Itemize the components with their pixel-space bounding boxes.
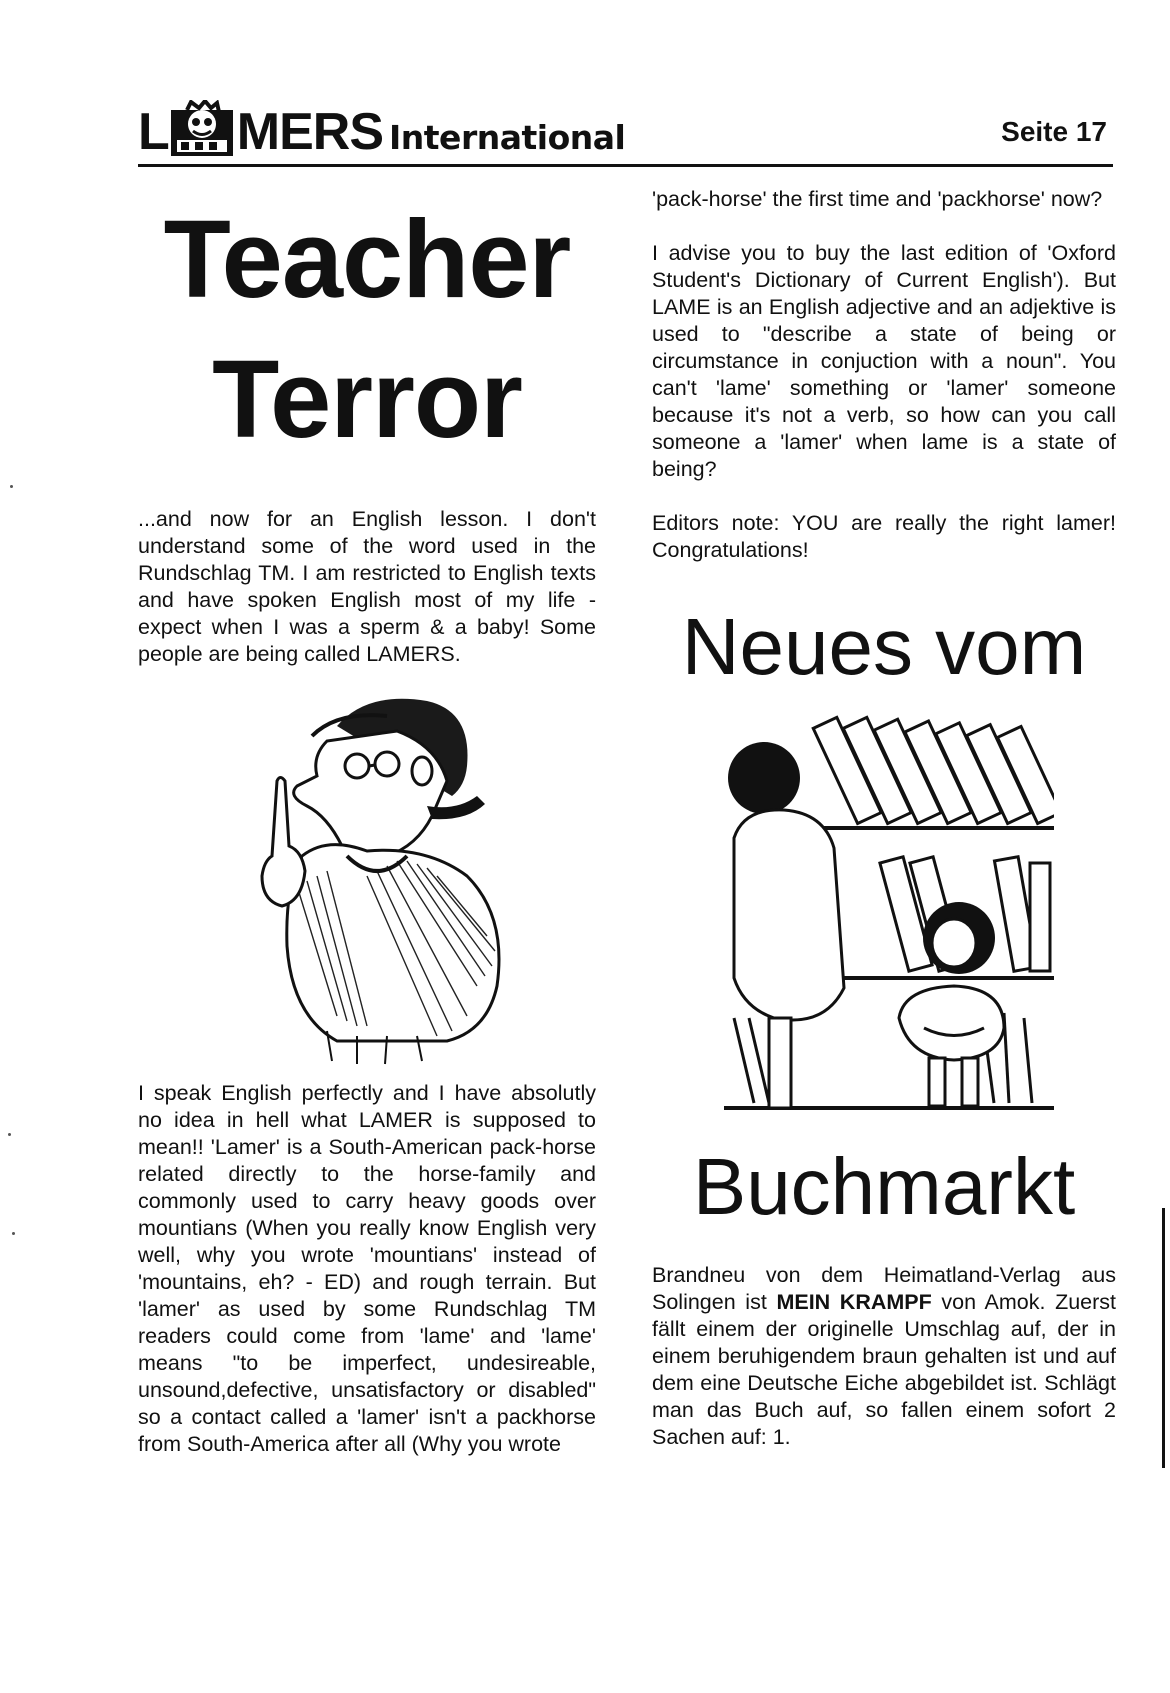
headline-neues-vom: Neues vom <box>681 602 1087 691</box>
scan-speck <box>8 1133 11 1136</box>
book-title: MEIN KRAMPF <box>776 1290 932 1314</box>
continuation-paragraph: 'pack-horse' the first time and 'packhorse' now? <box>652 187 1103 211</box>
scan-speck <box>12 1232 15 1235</box>
margin-rule <box>1162 1208 1165 1468</box>
buchmarkt-text-start: Brandneu von dem Heimatland-Verlag aus Solingen ist <box>652 1263 1116 1314</box>
bookshelf-illustration <box>714 698 1054 1128</box>
intro-paragraph: ...and now for an English lesson. I don't understand some of the word used in the Rundschlag TM. I am restricted to English texts and have spoken English most of my life - expect when I was a sperm & a baby! Some people are being called LAMERS. <box>138 507 596 666</box>
buchmarkt-text-end: von Amok. Zuerst fällt einem der originelle Umschlag auf, der in einem beruhigendem braun gehalten ist und auf dem eine Deutsche Eiche abgebildet ist. Schlägt man das Buch auf, so fallen einem sofort 2 Sachen auf: 1. <box>652 1290 1116 1449</box>
headline-terror: Terror <box>212 338 522 461</box>
advice-paragraph: I advise you to buy the last edition of 'Oxford Student's Dictionary of Current English'). But LAME is an English adjective and an adjektive is used to "describe a state of being or circumstance in conjuction with a noun". You can't 'lame' something or 'lamer' someone because it's not a verb, so how can you call someone a 'lamer' when lame is a state of being? <box>652 241 1116 481</box>
professor-illustration <box>217 686 517 1066</box>
left-column <box>138 190 596 1458</box>
headline-teacher: Teacher <box>163 198 571 321</box>
page-header <box>138 86 1113 167</box>
mascot-face-icon <box>169 100 235 158</box>
masthead <box>138 86 626 161</box>
buchmarkt-paragraph <box>652 1262 1116 1451</box>
editors-note: Editors note: YOU are really the right lamer! Congratulations! <box>652 511 1116 562</box>
logo-letter-l: L <box>138 103 169 161</box>
reply-paragraph: I speak English perfectly and I have absolutly no idea in hell what LAMER is supposed to mean!! 'Lamer' is a South-American pack-horse related directly to the horse-family and commonly used to carry heavy goods over mountians (When you really know English very well, why you wrote 'mountians' instead of 'mountains, eh? - ED) and rough terrain. But 'lamer' as used by some Rundschlag TM readers could come from 'lame' and 'lame' means "to be imperfect, undesireable, unsound,defective, unsatisfactory or disabled" so a contact called a 'lamer' isn't a packhorse from South-America after all (Why you wrote <box>138 1081 596 1456</box>
logo-letters-mers: MERS <box>236 103 384 161</box>
page-number: Seite 17 <box>1001 116 1107 147</box>
right-column <box>652 186 1116 1451</box>
lamers-logo <box>138 98 384 161</box>
headline-buchmarkt: Buchmarkt <box>692 1142 1076 1231</box>
logo-subtitle: International <box>389 118 626 157</box>
scan-speck <box>10 485 13 488</box>
